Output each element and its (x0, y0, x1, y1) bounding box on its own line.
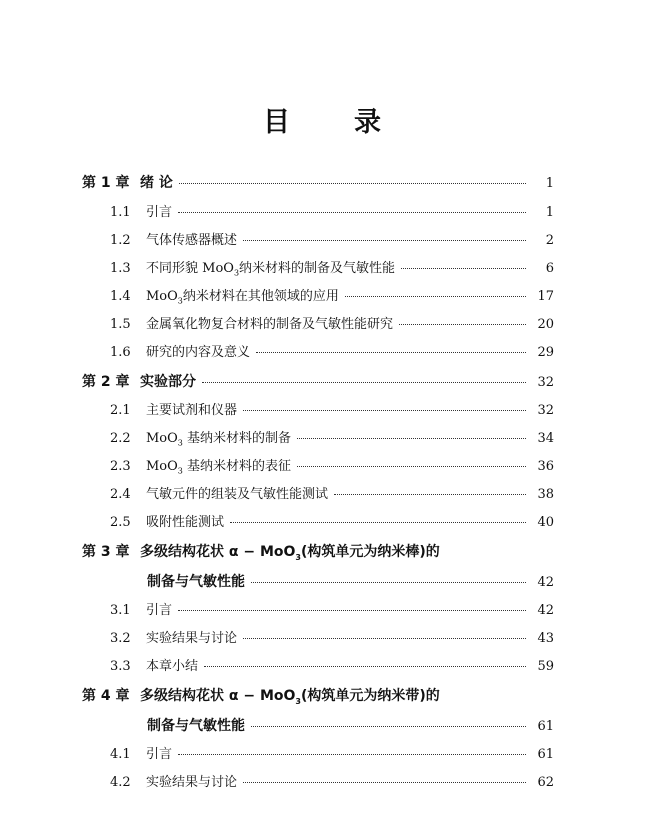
entry-number: 3.3 (110, 659, 131, 674)
entry-title-pre: MoO (146, 431, 178, 446)
entry-title-sub: 3 (295, 696, 301, 706)
toc-chapter-continuation[interactable] (0, 571, 646, 593)
toc-section-entry[interactable] (0, 341, 646, 363)
page-number: 42 (537, 603, 554, 618)
entry-number: 3.2 (110, 631, 131, 646)
toc-section-entry[interactable] (0, 313, 646, 335)
page-number: 59 (537, 659, 554, 674)
entry-number: 第 2 章 (82, 374, 130, 390)
toc-chapter-entry[interactable] (0, 371, 646, 393)
page-number: 40 (537, 515, 554, 530)
entry-title-pre: 气敏元件的组装及气敏性能测试 (146, 487, 329, 502)
leader-dots (243, 239, 526, 241)
entry-title (140, 172, 173, 192)
entry-title (146, 455, 291, 476)
toc-chapter-entry[interactable] (0, 172, 646, 194)
leader-dots (178, 609, 526, 611)
entry-title (147, 571, 245, 591)
toc-section-entry[interactable] (0, 627, 646, 649)
page-number: 36 (537, 459, 554, 474)
page-number: 61 (537, 747, 554, 762)
entry-number: 2.2 (110, 431, 131, 446)
entry-title-pre: 多级结构花状 α − MoO (140, 688, 296, 704)
page-number: 29 (537, 345, 554, 360)
toc-chapter-continuation[interactable] (0, 715, 646, 737)
entry-number: 第 3 章 (82, 544, 130, 560)
entry-title (140, 541, 440, 562)
entry-title-pre: 实验部分 (140, 374, 196, 390)
leader-dots (297, 465, 526, 467)
entry-title (146, 399, 237, 418)
leader-dots (202, 381, 526, 383)
entry-title (146, 511, 224, 530)
entry-title-sub: 3 (233, 268, 240, 278)
entry-title-pre: 实验结果与讨论 (146, 775, 238, 790)
entry-title (146, 229, 237, 248)
entry-title-sub: 3 (295, 552, 301, 562)
page-number: 62 (537, 775, 554, 790)
entry-title (146, 427, 291, 448)
entry-title-post: (构筑单元为纳米带)的 (301, 688, 440, 704)
entry-title-pre: 实验结果与讨论 (146, 631, 238, 646)
entry-title-post: 基纳米材料的表征 (182, 459, 292, 474)
leader-dots (297, 437, 526, 439)
leader-dots (251, 725, 526, 727)
entry-title-pre: 研究的内容及意义 (146, 345, 251, 360)
entry-title-pre: 气体传感器概述 (146, 233, 238, 248)
leader-dots (251, 581, 526, 583)
leader-dots (178, 753, 526, 755)
page-number: 32 (537, 403, 554, 418)
entry-title (146, 627, 237, 646)
toc-section-entry[interactable] (0, 427, 646, 449)
toc-chapter-entry[interactable] (0, 541, 646, 563)
page-number: 32 (537, 375, 554, 390)
entry-number: 1.4 (110, 289, 131, 304)
leader-dots (243, 409, 526, 411)
entry-number: 2.5 (110, 515, 131, 530)
entry-title-pre: 主要试剂和仪器 (146, 403, 238, 418)
entry-number: 第 1 章 (82, 175, 130, 191)
page-number: 6 (545, 261, 554, 276)
leader-dots (243, 781, 526, 783)
entry-title (146, 201, 172, 220)
leader-dots (334, 493, 526, 495)
page-number: 34 (537, 431, 554, 446)
leader-dots (401, 267, 526, 269)
toc-section-entry[interactable] (0, 229, 646, 251)
leader-dots (399, 323, 526, 325)
page-number: 20 (537, 317, 554, 332)
page-number: 1 (545, 176, 554, 191)
page-number: 17 (537, 289, 554, 304)
entry-title (146, 599, 172, 618)
entry-title-pre: 引言 (146, 747, 173, 762)
entry-title (146, 341, 250, 360)
leader-dots (178, 211, 526, 213)
page-number: 61 (537, 719, 554, 734)
entry-number: 2.4 (110, 487, 131, 502)
page-number: 42 (537, 575, 554, 590)
leader-dots (230, 521, 526, 523)
entry-number: 4.1 (110, 747, 131, 762)
entry-title-pre: 多级结构花状 α − MoO (140, 544, 296, 560)
entry-number: 第 4 章 (82, 688, 130, 704)
leader-dots (179, 182, 526, 184)
toc-section-entry[interactable] (0, 399, 646, 421)
entry-title-pre: 吸附性能测试 (146, 515, 225, 530)
toc-section-entry[interactable] (0, 743, 646, 765)
entry-title (147, 715, 245, 735)
entry-number: 1.3 (110, 261, 131, 276)
entry-title-sub: 3 (177, 296, 183, 306)
toc-section-entry[interactable] (0, 483, 646, 505)
entry-title-sub: 3 (177, 438, 183, 448)
entry-title (146, 285, 339, 306)
entry-title-pre: 不同形貌 MoO (146, 261, 234, 276)
entry-number: 2.1 (110, 403, 131, 418)
entry-number: 4.2 (110, 775, 131, 790)
leader-dots (243, 637, 526, 639)
toc-section-entry[interactable] (0, 201, 646, 223)
entry-title (140, 371, 196, 391)
toc-section-entry[interactable] (0, 455, 646, 477)
entry-title (146, 257, 395, 278)
toc-section-entry[interactable] (0, 655, 646, 677)
entry-title-post: 纳米材料在其他领域的应用 (182, 289, 339, 304)
entry-title-sub: 3 (177, 466, 183, 476)
entry-number: 1.1 (110, 205, 131, 220)
entry-number: 1.5 (110, 317, 131, 332)
entry-title-pre: MoO (146, 289, 178, 304)
leader-dots (345, 295, 526, 297)
entry-title-pre: 绪 论 (140, 175, 173, 191)
page-number: 38 (537, 487, 554, 502)
entry-title-pre: 本章小结 (146, 659, 199, 674)
entry-title-pre: 制备与气敏性能 (147, 718, 245, 734)
toc-chapter-entry[interactable] (0, 685, 646, 707)
entry-title-pre: 引言 (146, 205, 173, 220)
entry-title (146, 655, 198, 674)
leader-dots (204, 665, 526, 667)
page-number: 43 (537, 631, 554, 646)
entry-title-pre: MoO (146, 459, 178, 474)
entry-title (146, 743, 172, 762)
entry-number: 3.1 (110, 603, 131, 618)
toc-section-entry[interactable] (0, 511, 646, 533)
page-number: 1 (545, 205, 554, 220)
title-char: 目 (263, 107, 292, 138)
entry-title (146, 771, 237, 790)
entry-title-post: 纳米材料的制备及气敏性能 (239, 261, 396, 276)
leader-dots (256, 351, 526, 353)
entry-title (146, 483, 328, 502)
entry-title-post: (构筑单元为纳米棒)的 (301, 544, 440, 560)
title-char: 录 (354, 107, 383, 138)
entry-number: 1.2 (110, 233, 131, 248)
entry-title-pre: 制备与气敏性能 (147, 574, 245, 590)
entry-number: 1.6 (110, 345, 131, 360)
entry-title (140, 685, 440, 706)
entry-title (146, 313, 393, 332)
page-number: 2 (545, 233, 554, 248)
entry-title-pre: 金属氧化物复合材料的制备及气敏性能研究 (146, 317, 394, 332)
entry-title-post: 基纳米材料的制备 (182, 431, 292, 446)
toc-section-entry[interactable] (0, 257, 646, 279)
page-title (0, 100, 646, 139)
toc-section-entry[interactable] (0, 771, 646, 793)
toc-section-entry[interactable] (0, 285, 646, 307)
entry-number: 2.3 (110, 459, 131, 474)
toc-section-entry[interactable] (0, 599, 646, 621)
entry-title-pre: 引言 (146, 603, 173, 618)
